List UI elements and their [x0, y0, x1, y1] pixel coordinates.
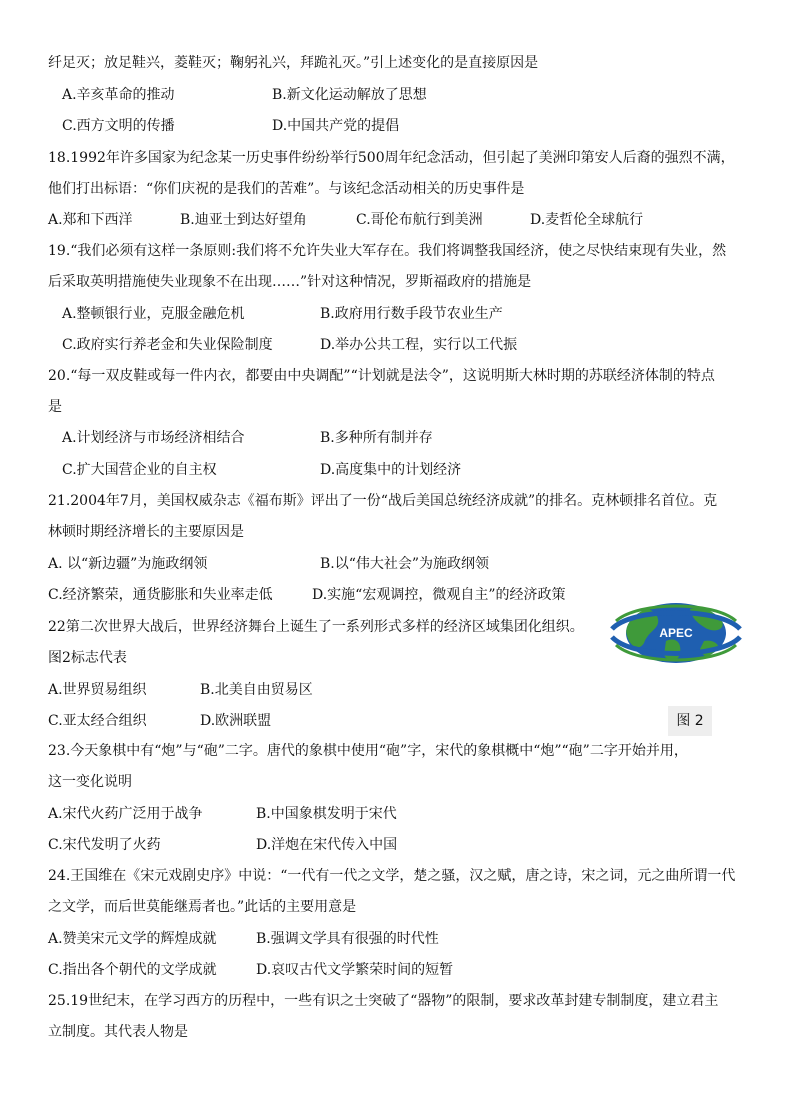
q17-option-b: B.新文化运动解放了思想	[272, 87, 427, 103]
q23-stem-line-1: 23.今天象棋中有“炮”与“砲”二字。唐代的象棋中使用“砲”字，宋代的象棋概中“炮”“砲”二字开始并用，	[48, 743, 688, 759]
q23-option-a: A.宋代火药广泛用于战争	[48, 806, 203, 822]
q21-option-d: D.实施“宏观调控，微观自主”的经济政策	[312, 587, 566, 603]
q20-option-d: D.高度集中的计划经济	[320, 462, 462, 478]
q20-option-c: C.扩大国营企业的自主权	[62, 462, 217, 478]
q21-stem-line-1: 21.2004年7月，美国权威杂志《福布斯》评出了一份“战后美国总统经济成就”的排名。克林顿排名首位。克	[48, 493, 718, 509]
q17-option-c: C.西方文明的传播	[62, 118, 175, 134]
q24-stem-line-2: 之文学，而后世莫能继焉者也。”此话的主要用意是	[48, 899, 357, 915]
q18-option-d: D.麦哲伦全球航行	[530, 212, 644, 228]
q24-option-c: C.指出各个朝代的文学成就	[48, 962, 217, 978]
q18-option-b: B.迪亚士到达好望角	[180, 212, 307, 228]
q20-option-b: B.多种所有制并存	[320, 430, 433, 446]
q24-stem-line-1: 24.王国维在《宋元戏剧史序》中说：“一代有一代之文学，楚之骚，汉之赋，唐之诗，宋之词，元之曲所谓一代	[48, 868, 736, 884]
q19-option-c: C.政府实行养老金和失业保险制度	[62, 337, 273, 353]
q17-option-d: D.中国共产党的提倡	[272, 118, 400, 134]
q21-option-a: A. 以“新边疆”为施政纲领	[48, 556, 208, 572]
q17-stem-tail: 纤足灭；放足鞋兴，菱鞋灭；鞠躬礼兴，拜跪礼灭。”引上述变化的是直接原因是	[48, 55, 539, 71]
q19-option-a: A.整顿银行业，克服金融危机	[62, 306, 245, 322]
q20-option-a: A.计划经济与市场经济相结合	[62, 430, 245, 446]
q18-stem-line-2: 他们打出标语：“你们庆祝的是我们的苦难”。与该纪念活动相关的历史事件是	[48, 181, 525, 197]
q23-option-c: C.宋代发明了火药	[48, 837, 161, 853]
apec-logo-text: APEC	[659, 626, 693, 640]
q21-stem-line-2: 林顿时期经济增长的主要原因是	[48, 524, 244, 540]
q22-stem-line-1: 22第二次世界大战后，世界经济舞台上诞生了一系列形式多样的经济区域集团化组织。	[48, 619, 584, 635]
q23-option-b: B.中国象棋发明于宋代	[256, 806, 397, 822]
figure-2-label: 图 2	[668, 706, 712, 736]
q24-option-b: B.强调文学具有很强的时代性	[256, 931, 439, 947]
q19-option-b: B.政府用行数手段节农业生产	[320, 306, 503, 322]
q22-stem-line-2: 图2标志代表	[48, 650, 127, 666]
q22-option-b: B.北美自由贸易区	[200, 682, 313, 698]
q20-stem-line-2: 是	[48, 399, 62, 415]
q24-option-d: D.哀叹古代文学繁荣时间的短暂	[256, 962, 454, 978]
q21-option-c: C.经济繁荣，通货膨胀和失业率走低	[48, 587, 273, 603]
q24-option-a: A.赞美宋元文学的辉煌成就	[48, 931, 217, 947]
apec-logo-figure	[608, 597, 744, 669]
q17-option-a: A.辛亥革命的推动	[62, 87, 175, 103]
q18-option-c: C.哥伦布航行到美洲	[356, 212, 483, 228]
q18-option-a: A.郑和下西洋	[48, 212, 133, 228]
q19-stem-line-1: 19.“我们必须有这样一条原则:我们将不允许失业大军存在。我们将调整我国经济，使之尽快结束现有失业，然	[48, 243, 727, 259]
q25-stem-line-2: 立制度。其代表人物是	[48, 1024, 188, 1040]
q20-stem-line-1: 20.“每一双皮鞋或每一件内衣，都要由中央调配”“计划就是法令”，这说明斯大林时期的苏联经济体制的特点	[48, 368, 715, 384]
q23-stem-line-2: 这一变化说明	[48, 774, 132, 790]
q21-option-b: B.以“伟大社会”为施政纲领	[320, 556, 490, 572]
q23-option-d: D.洋炮在宋代传入中国	[256, 837, 398, 853]
q22-option-c: C.亚太经合组织	[48, 713, 147, 729]
q22-option-a: A.世界贸易组织	[48, 682, 147, 698]
q18-stem-line-1: 18.1992年许多国家为纪念某一历史事件纷纷举行500周年纪念活动，但引起了美洲印第安人后裔的强烈不满，	[48, 150, 735, 166]
q22-option-d: D.欧洲联盟	[200, 713, 272, 729]
q19-option-d: D.举办公共工程，实行以工代振	[320, 337, 518, 353]
q19-stem-line-2: 后采取英明措施使失业现象不在出现……”针对这种情况，罗斯福政府的措施是	[48, 274, 532, 290]
q25-stem-line-1: 25.19世纪末，在学习西方的历程中，一些有识之士突破了“器物”的限制，要求改革封建专制制度，建立君主	[48, 993, 719, 1009]
